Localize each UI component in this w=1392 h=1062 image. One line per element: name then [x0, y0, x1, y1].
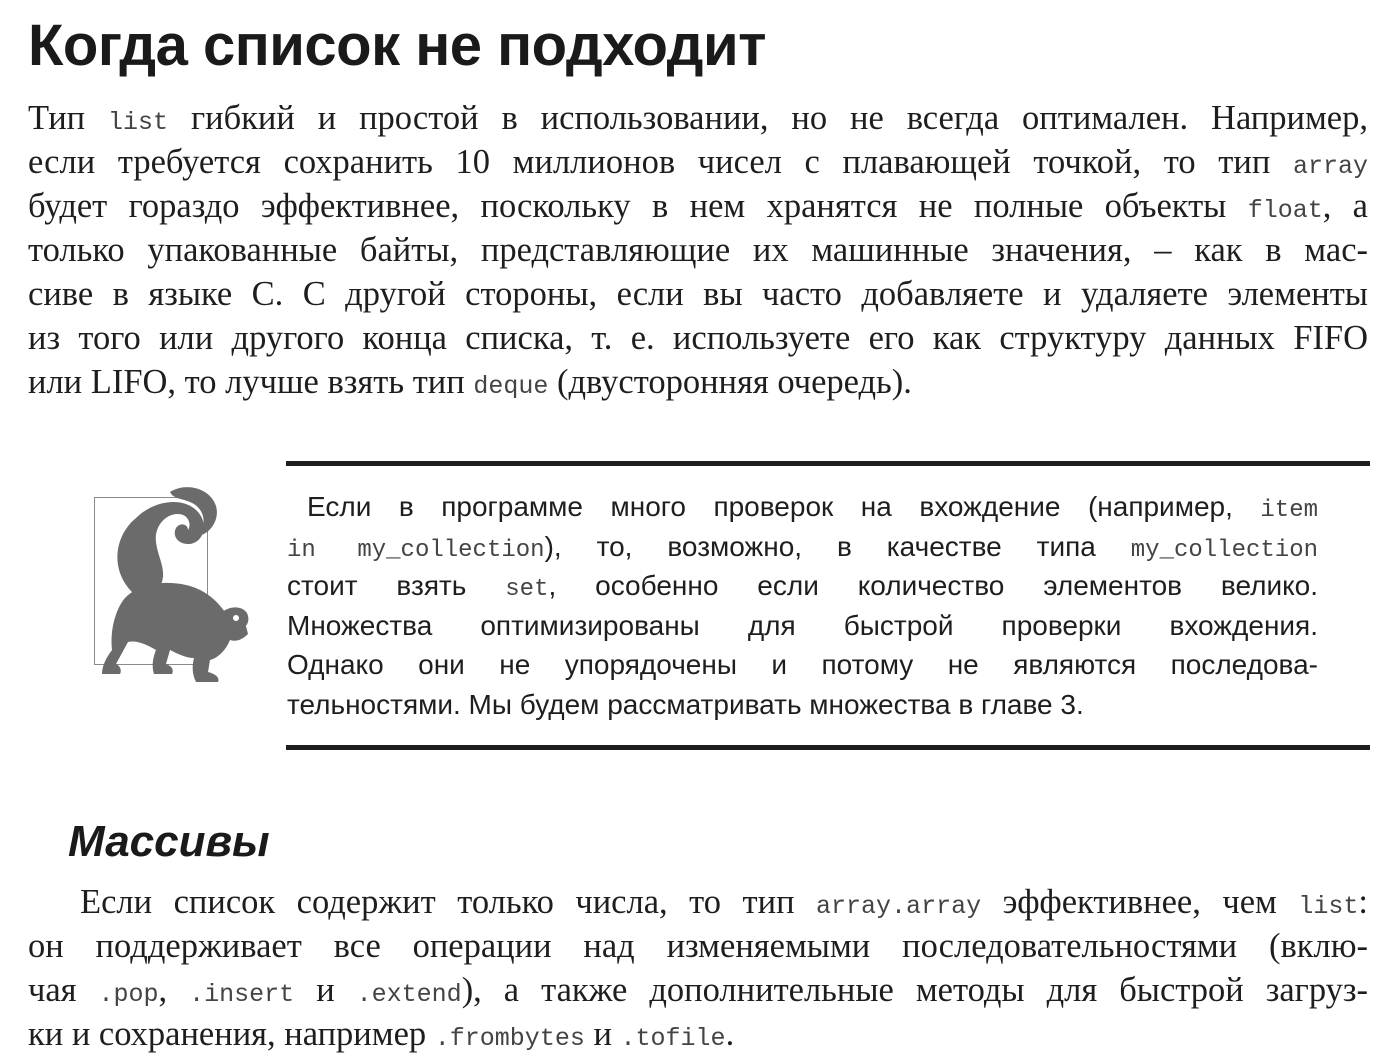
- text-run: Если в программе много проверок на вхождение (например,: [307, 491, 1261, 522]
- text-line: [28, 140, 1368, 184]
- text-run: если требуется сохранить 10 миллионов чисел с плавающей точкой, то тип: [28, 143, 1293, 181]
- text-run: чая: [28, 971, 99, 1009]
- text-run: и: [294, 971, 357, 1009]
- text-run: (двусторонняя очередь).: [548, 363, 912, 401]
- text-run: только упакованные байты, представляющие их машинные значения, – как в мас-: [28, 231, 1368, 269]
- inline-code: .insert: [189, 980, 295, 1009]
- intro-paragraph: [28, 96, 1368, 404]
- inline-code: .pop: [98, 980, 159, 1009]
- inline-code: my_collection: [1130, 536, 1318, 564]
- text-line: [28, 96, 1368, 140]
- text-run: будет гораздо эффективнее, поскольку в нем хранятся не полные объекты: [28, 187, 1248, 225]
- inline-code: array: [1292, 152, 1368, 181]
- arrays-paragraph: [28, 880, 1368, 1056]
- note-line: [287, 606, 1318, 646]
- text-run: ), а также дополнительные методы для быстрой загруз-: [461, 971, 1368, 1009]
- text-run: :: [1358, 883, 1368, 921]
- inline-code: array.array: [816, 892, 982, 921]
- text-line: [28, 880, 1368, 924]
- note-line: [287, 527, 1318, 567]
- text-run: , особенно если количество элементов велико.: [548, 570, 1318, 601]
- subsection-heading: Массивы: [68, 817, 270, 866]
- inline-code: .tofile: [620, 1024, 726, 1053]
- text-run: тельностями. Мы будем рассматривать множества в главе 3.: [287, 688, 1084, 720]
- text-run: Тип: [28, 99, 109, 137]
- inline-code: set: [505, 576, 549, 603]
- inline-code: item: [1260, 497, 1318, 524]
- text-run: ки и сохранения, например: [28, 1015, 435, 1053]
- text-line: [28, 968, 1368, 1012]
- text-run: ,: [158, 971, 190, 1009]
- text-line: [28, 360, 1368, 404]
- inline-code: in my_collection: [287, 536, 545, 564]
- note-top-rule: [286, 461, 1370, 466]
- text-line: [28, 1012, 1368, 1056]
- inline-code: list: [108, 108, 169, 137]
- text-run: или LIFO, то лучше взять тип: [28, 363, 474, 401]
- inline-code: list: [1298, 892, 1359, 921]
- note-line: [287, 566, 1318, 606]
- note-line: [287, 487, 1318, 527]
- text-run: и: [584, 1015, 621, 1053]
- inline-code: .extend: [356, 980, 462, 1009]
- text-line: [28, 228, 1368, 272]
- text-run: сиве в языке C. С другой стороны, если вы часто добавляете и удаляете элементы: [28, 275, 1368, 313]
- text-run: гибкий и простой в использовании, но не всегда оптимален. Например,: [168, 99, 1368, 137]
- note-bottom-rule: [286, 745, 1370, 750]
- text-run: , а: [1322, 187, 1368, 225]
- text-run: ), то, возможно, в качестве типа: [544, 530, 1131, 562]
- text-run: эффективнее, чем: [981, 883, 1299, 921]
- note-line: [287, 645, 1318, 685]
- lemur-icon: [70, 474, 250, 688]
- text-line: [28, 272, 1368, 316]
- text-run: из того или другого конца списка, т. е. используете его как структуру данных FIFO: [28, 319, 1368, 357]
- text-line: [28, 924, 1368, 968]
- note-callout: [287, 487, 1318, 724]
- text-run: он поддерживает все операции над изменяемыми последовательностями (вклю-: [28, 927, 1368, 965]
- text-run: Множества оптимизированы для быстрой проверки вхождения.: [287, 609, 1318, 641]
- text-line: [28, 316, 1368, 360]
- note-line: [287, 685, 1318, 725]
- text-run: Однако они не упорядочены и потому не являются последова-: [287, 649, 1318, 680]
- text-line: [28, 184, 1368, 228]
- inline-code: .frombytes: [434, 1024, 585, 1053]
- section-heading: Когда список не подходит: [28, 13, 767, 78]
- inline-code: deque: [473, 372, 549, 401]
- text-run: стоит взять: [287, 570, 506, 601]
- text-run: Если список содержит только числа, то тип: [80, 883, 817, 921]
- inline-code: float: [1247, 196, 1323, 225]
- text-run: .: [725, 1015, 735, 1053]
